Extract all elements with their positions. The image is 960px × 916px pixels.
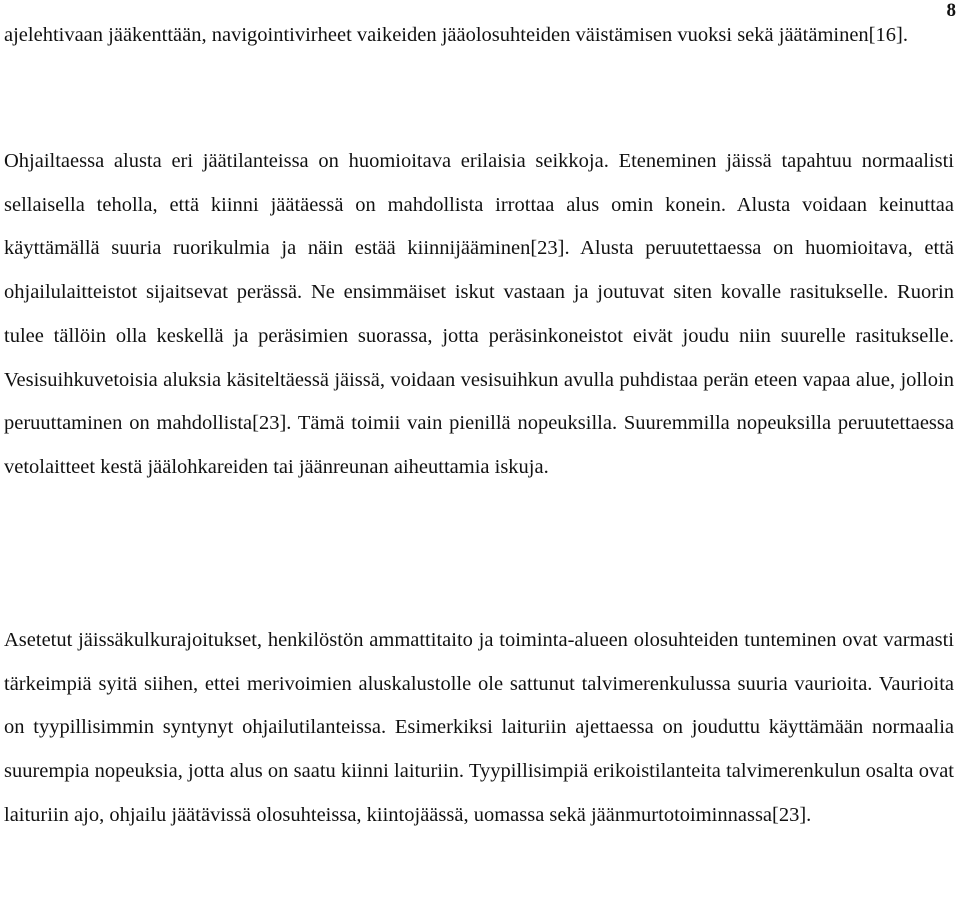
paragraph-ice-maneuvering: Ohjailtaessa alusta eri jäätilanteissa on huomioitava erilaisia seikkoja. Eteneminen jäissä tapahtuu normaalisti sellaisella teholla, että kiinni jäätäessä on mahdollista irrottaa alus omin konein. Alusta voidaan keinuttaa käyttämällä suuria ruorikulmia ja näin estää kiinnijääminen[23]. Alusta peruutettaessa on huomioitava, että ohjailulaitteistot sijaitsevat perässä. Ne ensimmäiset iskut vastaan ja joutuvat siten kovalle rasitukselle. Ruorin tulee tällöin olla keskellä ja peräsimien suorassa, jotta peräsinkoneistot eivät joudu niin suurelle rasitukselle. Vesisuihkuvetoisia aluksia käsiteltäessä jäissä, voidaan vesisuihkun avulla puhdistaa perän eteen vapaa alue, jolloin peruuttaminen on mahdollista[23]. Tämä toimii vain pienillä nopeuksilla. Suuremmilla nopeuksilla peruutettaessa vetolaitteet kestä jäälohkareiden tai jäänreunan aiheuttamia iskuja.	[4, 150, 954, 478]
paragraph-damage-causes: Asetetut jäissäkulkurajoitukset, henkilöstön ammattitaito ja toiminta-alueen olosuhteiden tunteminen ovat varmasti tärkeimpiä syitä siihen, ettei merivoimien aluskalustolle ole sattunut talvimerenkulussa suuria vaurioita. Vaurioita on tyypillisimmin syntynyt ohjailutilanteissa. Esimerkiksi laituriin ajettaessa on jouduttu käyttämään normaalia suurempia nopeuksia, jotta alus on saatu kiinni laituriin. Tyypillisimpiä erikoistilanteita talvimerenkulun osalta ovat laituriin ajo, ohjailu jäätävissä olosuhteissa, kiintojäässä, uomassa sekä jäänmurtotoiminnassa[23].	[4, 629, 954, 826]
paragraph-continuation: ajelehtivaan jääkenttään, navigointivirheet vaikeiden jääolosuhteiden väistämisen vuoksi sekä jäätäminen[16].	[4, 24, 908, 46]
page-number: 8	[946, 0, 956, 21]
